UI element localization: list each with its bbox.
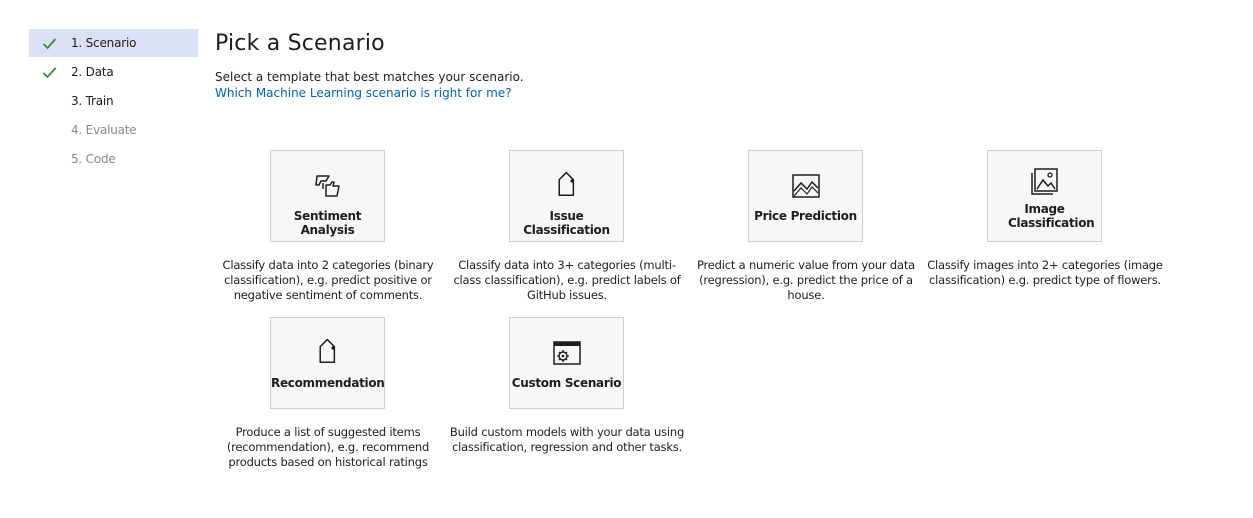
sentiment-analysis-card[interactable] [270, 150, 385, 242]
price-prediction-card[interactable] [748, 150, 863, 242]
page-subtitle: Select a template that best matches your scenario. [215, 70, 524, 84]
step-label: 1. Scenario [71, 36, 137, 50]
line-chart-icon [791, 171, 821, 201]
scenario-name: Sentiment Analysis [293, 209, 362, 237]
step-label: 5. Code [71, 152, 116, 166]
step-scenario[interactable] [29, 29, 198, 57]
step-code [29, 145, 198, 173]
step-evaluate [29, 116, 198, 144]
scenario-name: Price Prediction [754, 209, 857, 223]
image-classification-card[interactable] [987, 150, 1102, 242]
page-title: Pick a Scenario [215, 31, 385, 56]
scenario-description: Predict a numeric value from your data (regression), e.g. predict the price of a house. [696, 258, 916, 302]
checkmark-icon [42, 65, 57, 80]
scenario-description: Classify data into 3+ categories (multi-class classification), e.g. predict labels of GitHub issues. [453, 258, 681, 302]
image-icon [1030, 167, 1060, 197]
scenario-name: Custom Scenario [511, 376, 622, 390]
step-label: 2. Data [71, 65, 114, 79]
step-label: 4. Evaluate [71, 123, 137, 137]
recommendation-card[interactable] [270, 317, 385, 409]
checkmark-icon [42, 36, 57, 51]
step-label: 3. Train [71, 94, 114, 108]
tag-icon [313, 338, 343, 368]
scenario-description: Build custom models with your data using classification, regression and other tasks. [449, 425, 685, 454]
scenario-name: Issue Classification [523, 209, 610, 237]
scenario-description: Produce a list of suggested items (recommendation), e.g. recommend products based on historical ratings [226, 425, 430, 469]
custom-scenario-card[interactable] [509, 317, 624, 409]
scenario-name: Image Classification [1008, 202, 1095, 230]
tag-icon [552, 171, 582, 201]
scenario-name: Recommendation [271, 376, 385, 390]
scenario-help-link[interactable]: Which Machine Learning scenario is right for me? [215, 86, 512, 100]
window-gear-icon [552, 338, 582, 368]
step-train[interactable] [29, 87, 198, 115]
step-data[interactable] [29, 58, 198, 86]
issue-classification-card[interactable] [509, 150, 624, 242]
scenario-description: Classify images into 2+ categories (image classification) e.g. predict type of flowers. [927, 258, 1163, 287]
sentiment-icon [313, 171, 343, 201]
scenario-description: Classify data into 2 categories (binary classification), e.g. predict positive or negative sentiment of comments. [222, 258, 434, 302]
